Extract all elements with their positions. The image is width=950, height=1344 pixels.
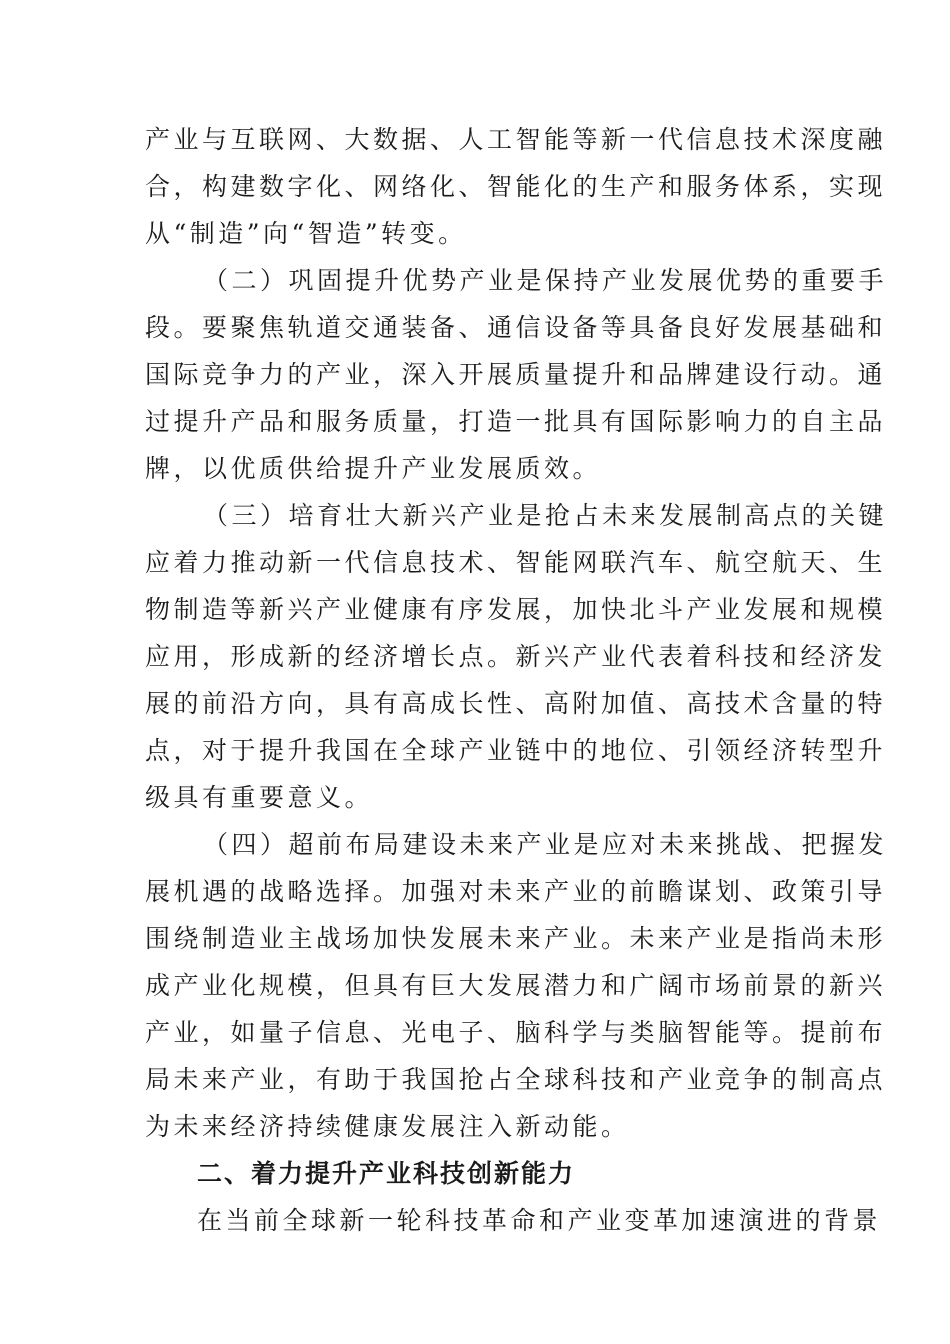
text-line: 级具有重要意义。 (145, 783, 374, 812)
text-line: 合，构建数字化、网络化、智能化的生产和服务体系，实现 (145, 172, 887, 201)
text-line: 围绕制造业主战场加快发展未来产业。未来产业是指尚未形 (145, 924, 887, 953)
paragraph-start: （三）培育壮大新兴产业是抢占未来发展制高点的关键 (203, 501, 888, 530)
text-line: 展的前沿方向，具有高成长性、高附加值、高技术含量的特 (145, 689, 887, 718)
text-line: 从“制造”向“智造”转变。 (145, 219, 467, 248)
text-line: 产业，如量子信息、光电子、脑科学与类脑智能等。提前布 (145, 1018, 887, 1047)
text-line: 国际竞争力的产业，深入开展质量提升和品牌建设行动。通 (145, 360, 887, 389)
text-line: 段。要聚焦轨道交通装备、通信设备等具备良好发展基础和 (145, 313, 887, 342)
text-line: 产业与互联网、大数据、人工智能等新一代信息技术深度融 (145, 125, 887, 154)
section-heading: 二、着力提升产业科技创新能力 (197, 1159, 576, 1188)
body-text (145, 116, 888, 1244)
paragraph-start: （二）巩固提升优势产业是保持产业发展优势的重要手 (203, 266, 888, 295)
paragraph-start: （四）超前布局建设未来产业是应对未来挑战、把握发 (203, 830, 888, 859)
text-line: 应着力推动新一代信息技术、智能网联汽车、航空航天、生 (145, 548, 887, 577)
text-line: 为未来经济持续健康发展注入新动能。 (145, 1112, 630, 1141)
text-line: 应用，形成新的经济增长点。新兴产业代表着科技和经济发 (145, 642, 887, 671)
text-line: 过提升产品和服务质量，打造一批具有国际影响力的自主品 (145, 407, 887, 436)
text-line: 物制造等新兴产业健康有序发展，加快北斗产业发展和规模 (145, 595, 887, 624)
text-line: 牌，以优质供给提升产业发展质效。 (145, 454, 602, 483)
text-line: 展机遇的战略选择。加强对未来产业的前瞻谋划、政策引导 (145, 877, 887, 906)
text-line: 成产业化规模，但具有巨大发展潜力和广阔市场前景的新兴 (145, 971, 887, 1000)
text-line: 局未来产业，有助于我国抢占全球科技和产业竞争的制高点 (145, 1065, 887, 1094)
paragraph-start: 在当前全球新一轮科技革命和产业变革加速演进的背景 (197, 1206, 882, 1235)
text-line: 点，对于提升我国在全球产业链中的地位、引领经济转型升 (145, 736, 887, 765)
